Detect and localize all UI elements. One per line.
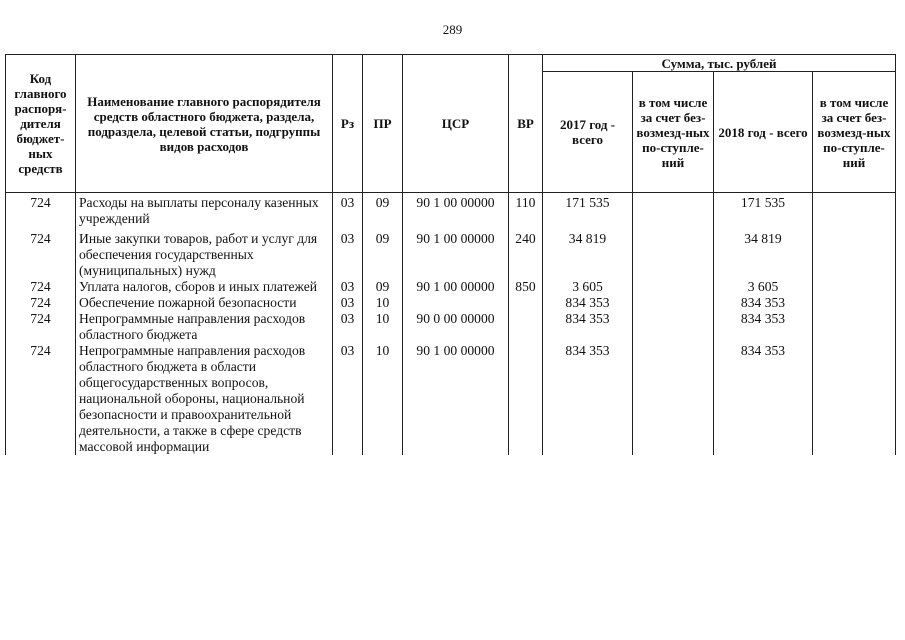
cell-pr: 09 bbox=[363, 279, 403, 295]
cell-2018-total: 34 819 bbox=[714, 231, 813, 279]
cell-rz: 03 bbox=[333, 295, 363, 311]
cell-2017-total: 834 353 bbox=[543, 295, 633, 311]
header-vr: ВР bbox=[509, 55, 543, 193]
cell-vr bbox=[509, 295, 543, 311]
header-2017-free: в том числе за счет без-возмезд-ных по-ступле-ний bbox=[633, 72, 714, 193]
cell-name: Расходы на выплаты персоналу казенных учреждений bbox=[76, 193, 333, 232]
cell-csr bbox=[403, 295, 509, 311]
cell-vr bbox=[509, 311, 543, 343]
cell-2017-free bbox=[633, 231, 714, 279]
cell-code: 724 bbox=[6, 231, 76, 279]
cell-pr: 09 bbox=[363, 231, 403, 279]
cell-name: Непрограммные направления расходов областного бюджета в области общегосударственных вопросов, национальной обороны, национальной безопасности и правоохранительной деятельности, а также в сфере средств массовой информации bbox=[76, 343, 333, 455]
cell-2017-total: 834 353 bbox=[543, 343, 633, 455]
cell-2018-free bbox=[813, 231, 896, 279]
header-2018-total: 2018 год - всего bbox=[714, 72, 813, 193]
cell-2018-total: 3 605 bbox=[714, 279, 813, 295]
cell-csr: 90 1 00 00000 bbox=[403, 343, 509, 455]
cell-name: Иные закупки товаров, работ и услуг для обеспечения государственных (муниципальных) нужд bbox=[76, 231, 333, 279]
header-2017-total: 2017 год - всего bbox=[543, 72, 633, 193]
cell-vr: 240 bbox=[509, 231, 543, 279]
cell-pr: 09 bbox=[363, 193, 403, 232]
cell-2018-total: 834 353 bbox=[714, 343, 813, 455]
cell-2017-free bbox=[633, 279, 714, 295]
cell-2018-free bbox=[813, 279, 896, 295]
cell-pr: 10 bbox=[363, 311, 403, 343]
cell-2017-total: 34 819 bbox=[543, 231, 633, 279]
cell-vr: 850 bbox=[509, 279, 543, 295]
cell-vr: 110 bbox=[509, 193, 543, 232]
table-row bbox=[6, 193, 896, 232]
cell-rz: 03 bbox=[333, 193, 363, 232]
cell-rz: 03 bbox=[333, 343, 363, 455]
cell-pr: 10 bbox=[363, 295, 403, 311]
header-code: Код главного распоря-дителя бюджет-ных средств bbox=[6, 55, 76, 193]
cell-2017-total: 3 605 bbox=[543, 279, 633, 295]
cell-rz: 03 bbox=[333, 279, 363, 295]
cell-code: 724 bbox=[6, 279, 76, 295]
cell-code: 724 bbox=[6, 343, 76, 455]
table-row bbox=[6, 311, 896, 343]
header-pr: ПР bbox=[363, 55, 403, 193]
table-row bbox=[6, 279, 896, 295]
page-number: 289 bbox=[442, 22, 463, 37]
header-rz: Рз bbox=[333, 55, 363, 193]
cell-2018-free bbox=[813, 343, 896, 455]
cell-csr: 90 1 00 00000 bbox=[403, 193, 509, 232]
cell-2017-total: 834 353 bbox=[543, 311, 633, 343]
table-row bbox=[6, 231, 896, 279]
table-row bbox=[6, 295, 896, 311]
cell-code: 724 bbox=[6, 311, 76, 343]
cell-2018-total: 834 353 bbox=[714, 295, 813, 311]
cell-rz: 03 bbox=[333, 311, 363, 343]
cell-2018-free bbox=[813, 193, 896, 232]
cell-2017-free bbox=[633, 193, 714, 232]
cell-csr: 90 1 00 00000 bbox=[403, 231, 509, 279]
cell-2017-free bbox=[633, 311, 714, 343]
cell-2018-total: 834 353 bbox=[714, 311, 813, 343]
header-csr: ЦСР bbox=[403, 55, 509, 193]
table-header bbox=[6, 55, 896, 193]
cell-name: Обеспечение пожарной безопасности bbox=[76, 295, 333, 311]
cell-code: 724 bbox=[6, 193, 76, 232]
cell-csr: 90 1 00 00000 bbox=[403, 279, 509, 295]
cell-pr: 10 bbox=[363, 343, 403, 455]
cell-2017-total: 171 535 bbox=[543, 193, 633, 232]
cell-name: Уплата налогов, сборов и иных платежей bbox=[76, 279, 333, 295]
header-2018-free: в том числе за счет без-возмезд-ных по-ступле-ний bbox=[813, 72, 896, 193]
cell-csr: 90 0 00 00000 bbox=[403, 311, 509, 343]
cell-code: 724 bbox=[6, 295, 76, 311]
cell-name: Непрограммные направления расходов областного бюджета bbox=[76, 311, 333, 343]
cell-rz: 03 bbox=[333, 231, 363, 279]
cell-2018-total: 171 535 bbox=[714, 193, 813, 232]
cell-2017-free bbox=[633, 295, 714, 311]
cell-vr bbox=[509, 343, 543, 455]
cell-2018-free bbox=[813, 295, 896, 311]
table-row bbox=[6, 343, 896, 455]
header-sum-group: Сумма, тыс. рублей bbox=[543, 55, 896, 72]
table-body bbox=[6, 193, 896, 456]
cell-2018-free bbox=[813, 311, 896, 343]
header-name: Наименование главного распорядителя средств областного бюджета, раздела, подраздела, целевой статьи, подгруппы видов расходов bbox=[76, 55, 333, 193]
cell-2017-free bbox=[633, 343, 714, 455]
budget-table bbox=[5, 54, 896, 455]
